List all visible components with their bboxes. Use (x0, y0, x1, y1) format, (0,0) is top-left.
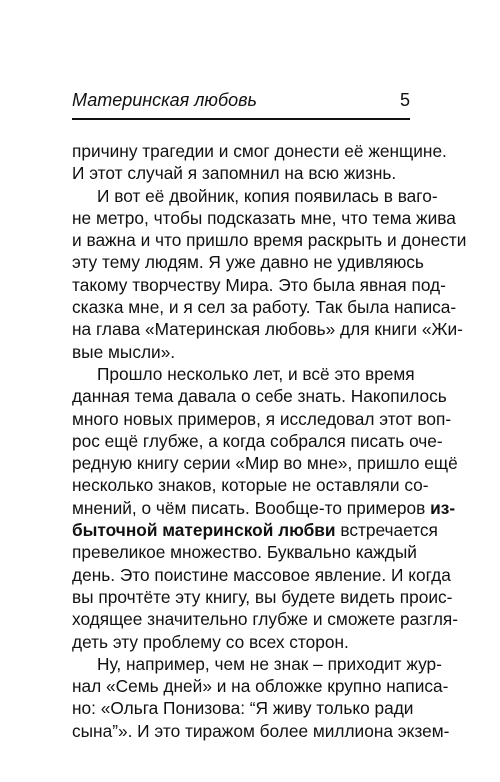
bold-phrase: из- (430, 497, 456, 518)
text-line: сына”». И это тиражом более миллиона экзем- (72, 720, 450, 741)
text-line: нал «Семь дней» и на обложке крупно написа- (72, 676, 449, 697)
text-line: вые мысли». (72, 341, 176, 362)
text-line: день. Это поистине массовое явление. И когда (72, 564, 451, 585)
text-line: много новых примеров, я исследовал этот воп- (72, 408, 452, 429)
text-line: но: «Ольга Понизова: “Я живу только ради (72, 698, 414, 719)
text-segment: встречается (335, 520, 438, 541)
text-line: деть эту проблему со всех сторон. (72, 631, 349, 652)
page-number: 5 (399, 90, 410, 110)
text-line: причину трагедии и смог донести её женщине. (72, 141, 447, 161)
text-line: Ну, например, чем не знак – приходит жур- (97, 653, 442, 674)
text-line: данная тема давала о себе знать. Накопилось (72, 386, 447, 407)
text-line: редную книгу серии «Мир во мне», пришло ещё (72, 453, 458, 474)
text-line: Прошло несколько лет, и всё это время (97, 363, 415, 384)
text-line: превеликое множество. Буквально каждый (72, 542, 417, 563)
text-line: И этот случай я запомнил на всю жизнь. (72, 163, 397, 184)
text-line: вы прочтёте эту книгу, вы будете видеть проис- (72, 586, 453, 607)
text-line: сказка мне, и я сел за работу. Так была написа- (72, 297, 457, 318)
header-rule (72, 118, 410, 120)
text-line: и важна и что пришло время раскрыть и донести (72, 230, 467, 251)
text-line: такому творчеству Мира. Это была явная под- (72, 274, 446, 295)
text-line (72, 497, 456, 519)
running-head (72, 90, 410, 114)
text-line: ходящее значительно глубже и сможете разгля- (72, 609, 459, 630)
text-line: И вот её двойник, копия появилась в ваго- (97, 185, 438, 206)
body-text (72, 140, 467, 742)
text-line: эту тему людям. Я уже давно не удивляюсь (72, 252, 424, 273)
text-line: не метро, чтобы подсказать мне, что тема жива (72, 207, 456, 228)
bold-phrase: быточной материнской любви (72, 520, 336, 541)
chapter-title: Материнская любовь (72, 90, 257, 110)
text-line (72, 519, 438, 541)
text-line: на глава «Материнская любовь» для книги «Жи- (72, 319, 463, 340)
text-line: рос ещё глубже, а когда собрался писать оче- (72, 430, 443, 451)
text-segment: мнений, о чём писать. Вообще-то примеров (72, 497, 426, 518)
text-line: несколько знаков, которые не оставляли со- (72, 475, 429, 496)
